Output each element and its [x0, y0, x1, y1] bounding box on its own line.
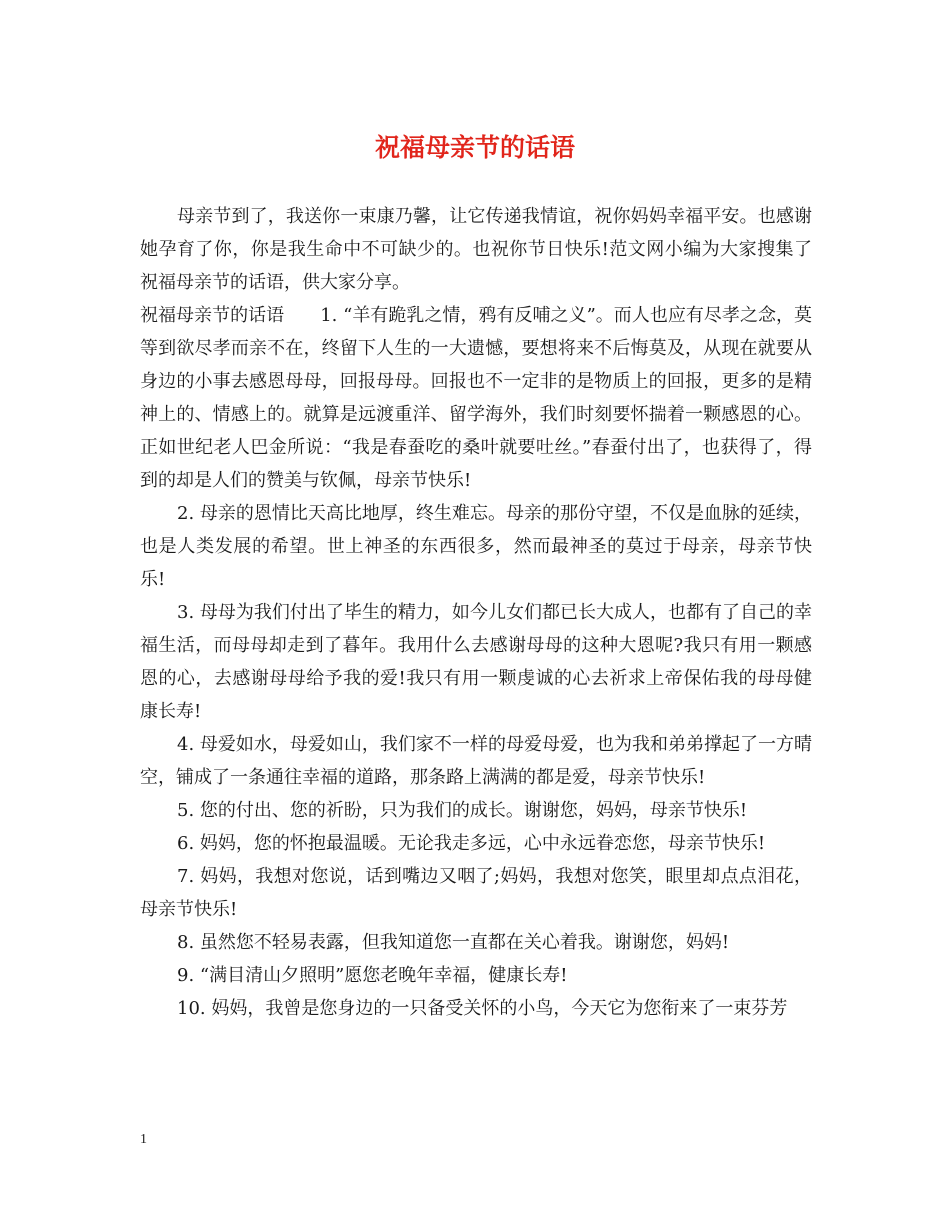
paragraph-item-7: 7. 妈妈，我想对您说，话到嘴边又咽了;妈妈，我想对您笑，眼里却点点泪花，母亲节快乐!: [140, 866, 812, 920]
paragraph-item-5: 5. 您的付出、您的祈盼，只为我们的成长。谢谢您，妈妈，母亲节快乐!: [177, 800, 748, 821]
paragraph-item-2: 2. 母亲的恩情比天高比地厚，终生难忘。母亲的那份守望，不仅是血脉的延续，也是人类发展的希望。世上神圣的东西很多，然而最神圣的莫过于母亲，母亲节快乐!: [140, 503, 812, 590]
paragraph-item-9: 9. “满目清山夕照明”愿您老晚年幸福，健康长寿!: [177, 965, 568, 986]
intro-paragraph: 母亲节到了，我送你一束康乃馨，让它传递我情谊，祝你妈妈幸福平安。也感谢她孕育了你，你是我生命中不可缺少的。也祝你节日快乐!范文网小编为大家搜集了祝福母亲节的话语，供大家分享。: [140, 206, 812, 293]
document-body: [140, 200, 812, 1025]
paragraph-item-10: 10. 妈妈，我曾是您身边的一只备受关怀的小鸟，今天它为您衔来了一束芬芳: [177, 998, 788, 1019]
paragraph-item-6: 6. 妈妈，您的怀抱最温暖。无论我走多远，心中永远眷恋您，母亲节快乐!: [177, 833, 766, 854]
page-number: 1: [140, 1132, 147, 1147]
paragraph-item-8: 8. 虽然您不轻易表露，但我知道您一直都在关心着我。谢谢您，妈妈!: [177, 932, 730, 953]
document-title: 祝福母亲节的话语: [374, 133, 575, 162]
paragraph-item-4: 4. 母爱如水，母爱如山，我们家不一样的母爱母爱，也为我和弟弟撑起了一方晴空，铺成了一条通往幸福的道路，那条路上满满的都是爱，母亲节快乐!: [140, 734, 812, 788]
paragraph-item-3: 3. 母母为我们付出了毕生的精力，如今儿女们都已长大成人，也都有了自己的幸福生活，而母母却走到了暮年。我用什么去感谢母母的这种大恩呢?我只有用一颗感恩的心，去感谢母母给予我的爱!我只有用一颗虔诚的心去祈求上帝保佑我的母母健康长寿!: [140, 602, 812, 722]
paragraph-item-1: 祝福母亲节的话语 1. “羊有跪乳之情，鸦有反哺之义”。而人也应有尽孝之念，莫等到欲尽孝而亲不在，终留下人生的一大遗憾，要想将来不后悔莫及，从现在就要从身边的小事去感恩母母，回报母母。回报也不一定非的是物质上的回报，更多的是精神上的、情感上的。就算是远渡重洋、留学海外，我们时刻要怀揣着一颗感恩的心。正如世纪老人巴金所说：“我是春蚕吃的桑叶就要吐丝。”春蚕付出了，也获得了，得到的却是人们的赞美与钦佩，母亲节快乐!: [140, 305, 812, 491]
